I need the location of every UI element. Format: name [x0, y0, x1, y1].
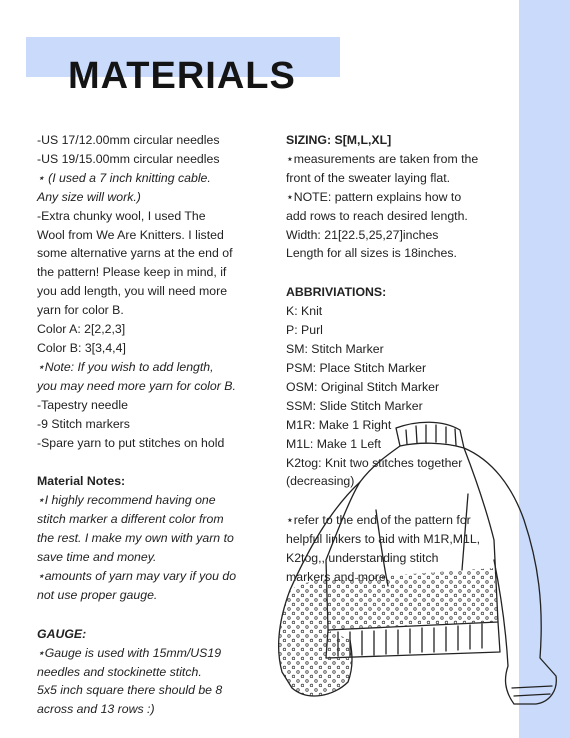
gauge-line: needles and stockinette stitch. [37, 664, 202, 679]
wool-line: yarn for color B. [37, 303, 124, 318]
abbreviation-line: (decreasing) [286, 474, 355, 489]
cable-note-line: Any size will work.) [37, 189, 141, 204]
material-note-line: stitch marker a different color from [37, 512, 224, 527]
color-a-line: Color A: 2[2,2,3] [37, 322, 126, 337]
item-line: -9 Stitch markers [37, 416, 130, 431]
abbreviations-heading: ABBRIVIATIONS: [286, 285, 387, 300]
sizing-line: ⋆NOTE: pattern explains how to [286, 189, 462, 204]
abbreviation-line: SM: Stitch Marker [286, 342, 384, 357]
refer-line: markers and more. [286, 570, 390, 585]
sizing-line: ⋆measurements are taken from the [286, 151, 479, 166]
sizing-line: Width: 21[22.5,25,27]inches [286, 227, 439, 242]
needles-line: -US 19/15.00mm circular needles [37, 151, 220, 166]
wool-line: the pattern! Please keep in mind, if [37, 265, 227, 280]
sizing-line: Length for all sizes is 18inches. [286, 246, 457, 261]
sizing-line: add rows to reach desired length. [286, 208, 468, 223]
gauge-line: across and 13 rows :) [37, 702, 155, 717]
material-note-line: save time and money. [37, 550, 157, 565]
abbreviation-line: PSM: Place Stitch Marker [286, 360, 427, 375]
right-column [286, 131, 516, 587]
material-note-line: ⋆I highly recommend having one [37, 493, 216, 508]
gauge-line: 5x5 inch square there should be 8 [37, 683, 223, 698]
wool-line: you add length, you will need more [37, 284, 228, 299]
length-note-line: ⋆Note: If you wish to add length, [37, 359, 214, 374]
abbreviation-line: K2tog: Knit two stitches together [286, 455, 463, 470]
material-note-line: not use proper gauge. [37, 587, 158, 602]
length-note-line: you may need more yarn for color B. [37, 378, 236, 393]
abbreviation-line: SSM: Slide Stitch Marker [286, 398, 423, 413]
wool-line: -Extra chunky wool, I used The [37, 208, 206, 223]
abbreviation-line: M1L: Make 1 Left [286, 436, 382, 451]
sizing-heading: SIZING: S[M,L,XL] [286, 133, 392, 147]
item-line: -Tapestry needle [37, 397, 128, 412]
wool-line: some alternative yarns at the end of [37, 246, 233, 261]
sizing-line: front of the sweater laying flat. [286, 170, 451, 185]
gauge-heading: GAUGE: [37, 626, 87, 641]
material-note-line: ⋆amounts of yarn may vary if you do [37, 568, 237, 583]
item-line: -Spare yarn to put stitches on hold [37, 435, 225, 450]
wool-line: Wool from We Are Knitters. I listed [37, 227, 224, 242]
abbreviation-line: K: Knit [286, 304, 323, 319]
abbreviation-line: OSM: Original Stitch Marker [286, 379, 440, 394]
refer-line: ⋆refer to the end of the pattern for [286, 513, 471, 528]
abbreviation-line: M1R: Make 1 Right [286, 417, 392, 432]
material-notes-heading: Material Notes: [37, 474, 126, 489]
refer-line: helpful linkers to aid with M1R,M1L, [286, 532, 481, 547]
refer-line: K2tog,, understanding stitch [286, 551, 439, 566]
cable-note-line: ⋆ (I used a 7 inch knitting cable. [37, 170, 211, 185]
abbreviation-line: P: Purl [286, 323, 323, 338]
left-column [37, 131, 277, 719]
gauge-line: ⋆Gauge is used with 15mm/US19 [37, 645, 222, 660]
color-b-line: Color B: 3[3,4,4] [37, 340, 126, 355]
needles-line: -US 17/12.00mm circular needles [37, 133, 220, 147]
material-note-line: the rest. I make my own with yarn to [37, 531, 234, 546]
page-title: MATERIALS [68, 55, 296, 97]
